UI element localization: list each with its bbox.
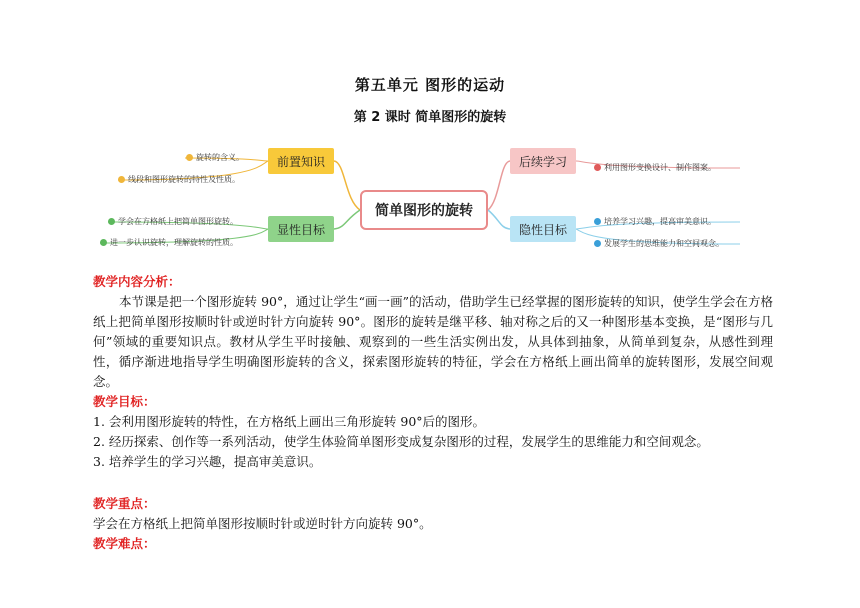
leaf-explicit-2: 进一步认识旋转，理解旋转的性质。 [100, 237, 238, 248]
leaf-prior-1: 旋转的含义。 [186, 152, 244, 163]
content-analysis-paragraph: 本节课是把一个图形旋转 90°，通过让学生“画一画”的活动，借助学生已经掌握的图形旋转的知识，使学生学会在方格纸上把简单图形按顺时针或逆时针方向旋转 90°。图形的旋转是继平移、轴对称之后的又一种图形基本变换，是“图形与几何”领域的重要知识点。教材从学生平时接触、观察到的一些生活实例出发，从具体到抽象，从简单到复杂，从感性到理性，循序渐进地指导学生明确图形旋转的含义，探索图形旋转的特征，学会在方格纸上画出简单的旋转图形，发展空间观念。 [93, 294, 773, 389]
objectives-section [93, 392, 773, 472]
difficulties-heading: 教学难点： [93, 536, 156, 551]
leaf-follow-1: 利用图形变换设计、制作图案。 [594, 162, 716, 173]
key-points-text: 学会在方格纸上把简单图形按顺时针或逆时针方向旋转 90°。 [93, 516, 432, 531]
key-points-section [93, 494, 773, 554]
unit-title: 第五单元 图形的运动 [354, 76, 506, 94]
objective-item: 3. 培养学生的学习兴趣，提高审美意识。 [93, 454, 322, 469]
lesson-title: 第 2 课时 简单图形的旋转 [353, 110, 507, 125]
branch-explicit-goal: 显性目标 [268, 216, 334, 242]
objectives-heading: 教学目标： [93, 394, 156, 409]
bullet-icon [186, 154, 193, 161]
branch-prior-knowledge: 前置知识 [268, 148, 334, 174]
content-analysis-heading: 教学内容分析： [93, 274, 181, 289]
branch-follow-up: 后续学习 [510, 148, 576, 174]
branch-implicit-goal: 隐性目标 [510, 216, 576, 242]
mindmap-center: 简单图形的旋转 [360, 190, 488, 230]
bullet-icon [100, 239, 107, 246]
bullet-icon [594, 240, 601, 247]
leaf-implicit-1: 培养学习兴趣，提高审美意识。 [594, 216, 716, 227]
bullet-icon [108, 218, 115, 225]
leaf-implicit-2: 发展学生的思维能力和空间观念。 [594, 238, 724, 249]
leaf-explicit-1: 学会在方格纸上把简单图形旋转。 [108, 216, 238, 227]
bullet-icon [118, 176, 125, 183]
content-analysis-section [93, 272, 773, 392]
bullet-icon [594, 218, 601, 225]
objective-item: 1. 会利用图形旋转的特性，在方格纸上画出三角形旋转 90°后的图形。 [93, 414, 486, 429]
leaf-prior-2: 线段和图形旋转的特性及性质。 [118, 174, 240, 185]
key-points-heading: 教学重点： [93, 496, 156, 511]
bullet-icon [594, 164, 601, 171]
objective-item: 2. 经历探索、创作等一系列活动，使学生体验简单图形变成复杂图形的过程，发展学生的思维能力和空间观念。 [93, 434, 709, 449]
